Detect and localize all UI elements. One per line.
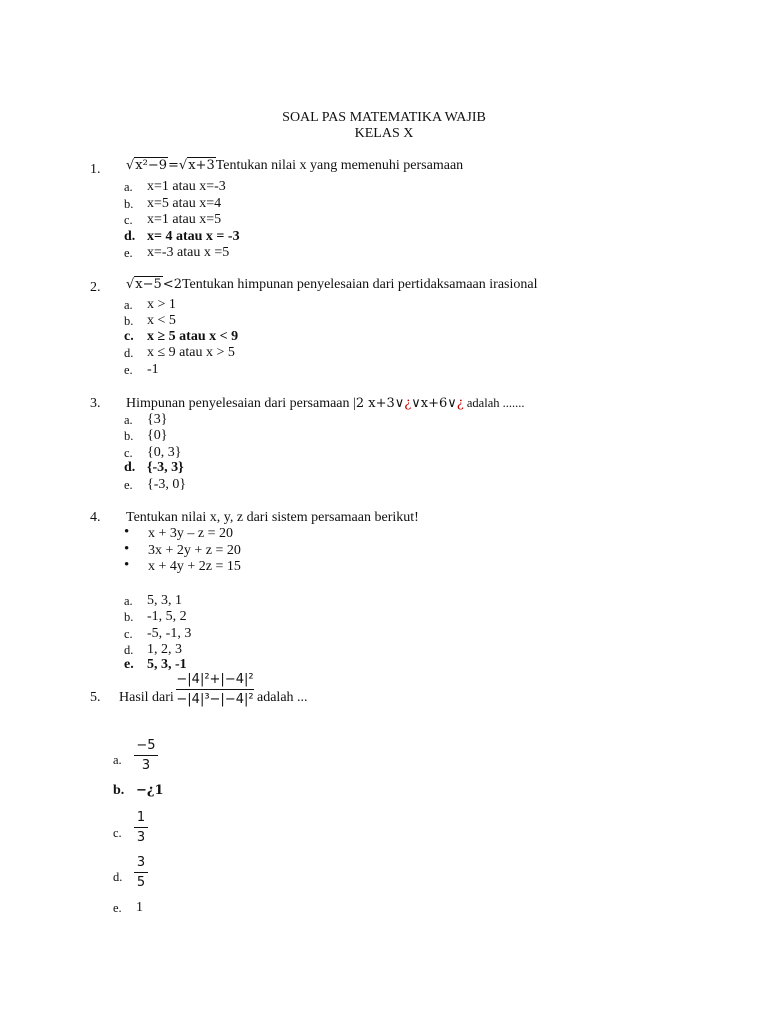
question-number: 1. — [90, 162, 101, 177]
sqrt-expression-right: √x+3 — [178, 158, 215, 173]
option-letter: b. — [124, 197, 134, 211]
option-text: {-3, 0} — [147, 477, 187, 492]
option-text-correct: x ≥ 5 atau x < 9 — [147, 329, 239, 344]
question-number: 5. — [90, 690, 101, 705]
option-fraction — [134, 855, 148, 890]
question-text: Tentukan himpunan penyelesaian dari pertidaksamaan irasional — [181, 277, 538, 292]
fraction-numerator: 3 — [136, 855, 146, 870]
option-letter: b. — [124, 429, 134, 443]
equals-sign: = — [168, 158, 179, 173]
question-text: Tentukan nilai x yang memenuhi persamaan — [215, 158, 464, 173]
question-text: Hasil dari — [119, 690, 174, 705]
option-fraction — [134, 738, 158, 773]
fraction-numerator: −5 — [136, 738, 156, 753]
option-text: {0, 3} — [147, 445, 182, 460]
document-subtitle: KELAS X — [354, 126, 414, 141]
document-title: SOAL PAS MATEMATIKA WAJIB — [282, 110, 486, 125]
option-text: -1, 5, 2 — [147, 609, 187, 624]
option-letter: e. — [124, 246, 133, 260]
option-text: x=1 atau x=-3 — [147, 179, 226, 194]
option-letter: a. — [124, 180, 133, 194]
equation-item: x + 3y – z = 20 — [148, 526, 234, 541]
option-letter: a. — [124, 594, 133, 608]
option-letter: d. — [113, 870, 123, 884]
option-fraction — [134, 810, 148, 845]
option-letter: d. — [124, 643, 134, 657]
option-text-correct: {-3, 3} — [147, 460, 184, 475]
option-letter-correct: b. — [113, 783, 125, 798]
option-value: 1 — [136, 900, 143, 915]
option-letter: a. — [124, 298, 133, 312]
option-text: 1, 2, 3 — [147, 642, 182, 657]
option-letter-correct: c. — [124, 329, 134, 344]
option-letter-correct: d. — [124, 460, 136, 475]
glyph-placeholder: ¿ — [404, 396, 412, 411]
option-text: x=1 atau x=5 — [147, 212, 222, 227]
bullet-icon: • — [124, 541, 130, 557]
option-letter: e. — [113, 901, 122, 915]
option-text: x=-3 atau x =5 — [147, 245, 230, 260]
inequality: <2 — [162, 277, 182, 292]
option-text: x > 1 — [147, 297, 176, 312]
fraction-expression — [176, 672, 254, 707]
fraction-numerator: 1 — [136, 810, 146, 825]
sqrt-expression-left: √x²−9 — [126, 158, 168, 173]
equation-item: 3x + 2y + z = 20 — [148, 543, 241, 558]
question-1-stem — [126, 158, 463, 174]
option-letter: c. — [113, 826, 122, 840]
bullet-icon: • — [124, 524, 130, 540]
option-letter: c. — [124, 446, 133, 460]
question-number: 2. — [90, 280, 101, 295]
option-letter: a. — [113, 753, 122, 767]
question-text-suffix: adalah ... — [257, 690, 308, 705]
question-number: 3. — [90, 396, 101, 411]
option-text: x=5 atau x=4 — [147, 196, 222, 211]
question-3-stem — [126, 396, 525, 412]
option-text: x < 5 — [147, 313, 176, 328]
option-value-correct: −¿1 — [136, 783, 164, 798]
question-text: Himpunan penyelesaian dari persamaan | — [126, 396, 356, 411]
option-letter: e. — [124, 478, 133, 492]
glyph-placeholder: ¿ — [456, 396, 464, 411]
option-letter: d. — [124, 346, 134, 360]
option-letter: b. — [124, 314, 134, 328]
option-text: -1 — [147, 362, 159, 377]
math-expression: 2 x+3∨ — [355, 396, 405, 411]
option-text: x ≤ 9 atau x > 5 — [147, 345, 235, 360]
sqrt-expression: √x−5 — [126, 277, 162, 292]
question-text-suffix: adalah ....... — [463, 396, 525, 410]
option-letter: a. — [124, 413, 133, 427]
option-text: {3} — [147, 412, 168, 427]
fraction-denominator: 3 — [136, 830, 146, 845]
option-letter-correct: e. — [124, 657, 134, 672]
question-number: 4. — [90, 510, 101, 525]
fraction-denominator: 3 — [141, 758, 151, 773]
fraction-numerator: −|4|²+|−4|² — [176, 672, 254, 687]
option-letter: c. — [124, 627, 133, 641]
option-text-correct: 5, 3, -1 — [147, 657, 187, 672]
option-letter: c. — [124, 213, 133, 227]
equation-item: x + 4y + 2z = 15 — [148, 559, 241, 574]
option-text: 5, 3, 1 — [147, 593, 182, 608]
math-expression: ∨x+6∨ — [411, 396, 457, 411]
option-letter: b. — [124, 610, 134, 624]
option-letter-correct: d. — [124, 229, 136, 244]
option-text: {0} — [147, 428, 168, 443]
bullet-icon: • — [124, 557, 130, 573]
fraction-denominator: 5 — [136, 875, 146, 890]
question-text: Tentukan nilai x, y, z dari sistem persamaan berikut! — [126, 510, 419, 525]
fraction-denominator: −|4|³−|−4|² — [176, 692, 254, 707]
question-2-stem — [126, 277, 537, 293]
option-letter: e. — [124, 363, 133, 377]
option-text: -5, -1, 3 — [147, 626, 192, 641]
option-text-correct: x= 4 atau x = -3 — [147, 229, 240, 244]
